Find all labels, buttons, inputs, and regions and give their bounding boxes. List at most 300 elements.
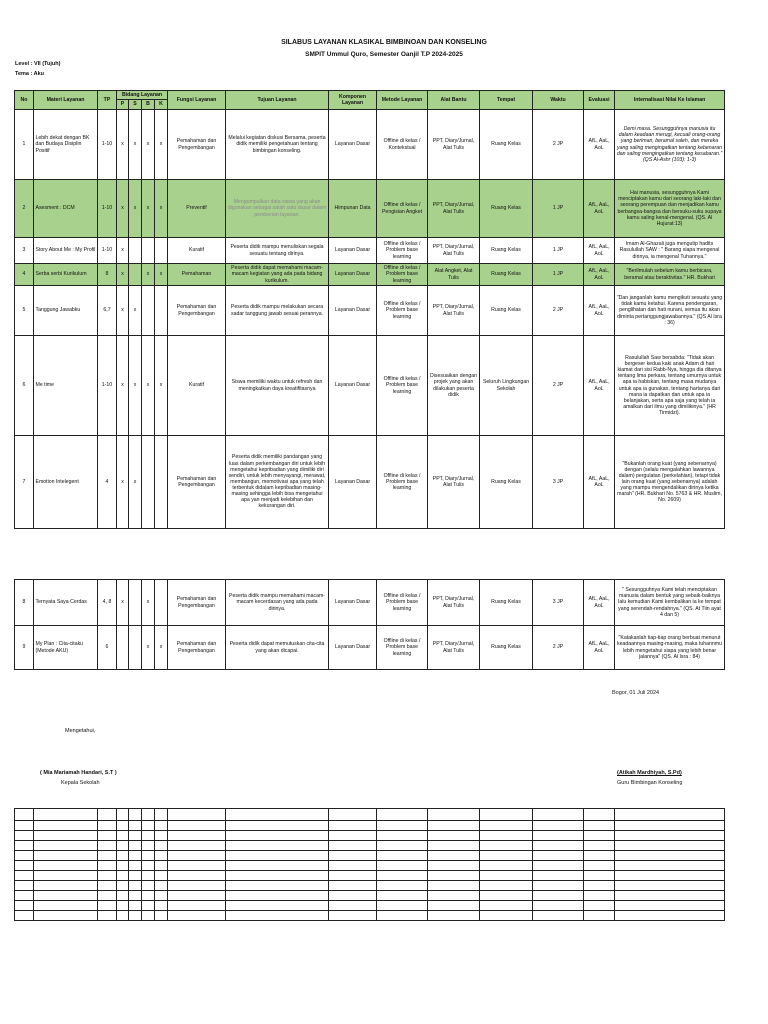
blank-cell (15, 809, 34, 821)
header-bidang: Bidang Layanan (117, 91, 168, 100)
cell-tp: 6,7 (98, 286, 117, 336)
blank-cell (117, 911, 129, 921)
cell-tujuan: Melalui kegiatan diskusi Bersama, peserta didik memiliki pengetahuan tentang bimbingan konseling. (226, 110, 329, 180)
blank-cell (615, 841, 725, 851)
blank-cell (155, 809, 168, 821)
blank-cell (34, 831, 98, 841)
header-tujuan: Tujuan Layanan (226, 91, 329, 110)
blank-cell (615, 911, 725, 921)
blank-cell (168, 881, 226, 891)
cell-metode: Offline di kelas / Pengisian Angket (377, 180, 428, 238)
cell-fungsi: Pemahaman dan Pengembangan (168, 626, 226, 670)
cell-no: 4 (15, 264, 34, 286)
blank-cell (533, 851, 584, 861)
blank-cell (480, 841, 533, 851)
blank-cell (168, 851, 226, 861)
cell-komponen: Layanan Dasar (329, 264, 377, 286)
blank-cell (15, 911, 34, 921)
cell-s (129, 580, 142, 626)
blank-cell (615, 901, 725, 911)
cell-tujuan: Peserta didik dapat memutuskan cita-cita yang akan dicapai. (226, 626, 329, 670)
blank-cell (584, 881, 615, 891)
cell-p: x (117, 180, 129, 238)
cell-s: x (129, 336, 142, 436)
cell-metode: Offline di kelas / Problem base learning (377, 238, 428, 264)
document-title: SILABUS LAYANAN KLASIKAL BIMBINOAN DAN KONSELING (281, 39, 487, 46)
cell-alat: PPT, Diary/Jurnal, Alat Tulis (428, 626, 480, 670)
blank-cell (584, 901, 615, 911)
blank-cell (428, 871, 480, 881)
header-k: K (155, 100, 168, 110)
blank-cell (117, 821, 129, 831)
blank-cell (480, 809, 533, 821)
cell-tp: 1-10 (98, 180, 117, 238)
header-tempat: Tempat (480, 91, 533, 110)
syllabus-table (14, 90, 725, 529)
cell-no: 3 (15, 238, 34, 264)
blank-cell (533, 841, 584, 851)
cell-tujuan: Peserta didik memiliki pandangan yang luas dalam perkembangan diri untuk lebih mengetahui kepribadian yang dimiliki diri sendiri, untuk lebih menyayangi, merawat, membangun, memotivasi apa yang telah terbentuk didalam kepribadian masing-masing sehingga lebih bisa mengetahui apa yan menjadi kelebihan dan kekurangan diri. (226, 436, 329, 529)
table-row (15, 580, 725, 626)
cell-fungsi: Pemahaman (168, 264, 226, 286)
header-waktu: Waktu (533, 91, 584, 110)
blank-cell (377, 851, 428, 861)
blank-cell (377, 841, 428, 851)
blank-cell (168, 871, 226, 881)
blank-cell (98, 871, 117, 881)
blank-cell (34, 871, 98, 881)
cell-fungsi: Pemahaman dan Pengembangan (168, 436, 226, 529)
cell-metode: Offline di kelas / Problem base learning (377, 626, 428, 670)
cell-fungsi: Kuratif (168, 238, 226, 264)
cell-k (155, 286, 168, 336)
cell-metode: Offline di kelas / Problem base learning (377, 286, 428, 336)
cell-k: x (155, 264, 168, 286)
blank-cell (480, 831, 533, 841)
blank-cell (15, 841, 34, 851)
table-row (15, 238, 725, 264)
blank-cell (129, 901, 142, 911)
cell-tempat: Ruang Kelas (480, 264, 533, 286)
cell-fungsi: Pemahaman dan Pengembangan (168, 286, 226, 336)
cell-k (155, 238, 168, 264)
blank-cell (98, 891, 117, 901)
cell-evaluasi: AfL, AaL, AoL (584, 336, 615, 436)
cell-k (155, 436, 168, 529)
cell-b: x (142, 180, 155, 238)
blank-cell (34, 881, 98, 891)
blank-cell (480, 911, 533, 921)
blank-cell (117, 861, 129, 871)
cell-tempat: Ruang Kelas (480, 180, 533, 238)
blank-cell (615, 891, 725, 901)
blank-cell (428, 831, 480, 841)
blank-cell (377, 911, 428, 921)
blank-cell (377, 881, 428, 891)
cell-waktu: 1 JP (533, 238, 584, 264)
syllabus-table-continued (14, 579, 725, 670)
blank-cell (377, 809, 428, 821)
cell-s (129, 626, 142, 670)
blank-cell (480, 871, 533, 881)
cell-fungsi: Pemahaman dan Pengembangan (168, 110, 226, 180)
blank-cell (15, 821, 34, 831)
cell-waktu: 3 JP (533, 580, 584, 626)
blank-cell (584, 871, 615, 881)
table-row (15, 436, 725, 529)
cell-metode: Offline di kelas / Problem base learning (377, 580, 428, 626)
cell-nilai: "Bukanlah orang kuat (yang sebenarnya) dengan (selalu mengalahkan lawannya dalam) pergulatan (perkelahian), tetapi tidak lain orang kuat (yang sebenarnya) adalah yang mampu mengendalikan dirinya ketika marah" (HR. Bukhari No. 5763 & HR. Muslim, No. 2609) (615, 436, 725, 529)
cell-materi: Ternyata Saya Cerdas (34, 580, 98, 626)
cell-evaluasi: AfL, AaL, AoL (584, 264, 615, 286)
blank-cell (168, 911, 226, 921)
table-row (15, 180, 725, 238)
cell-metode: Offline di kelas / Problem base learning (377, 436, 428, 529)
cell-alat: Alat Angket, Alat Tulis (428, 264, 480, 286)
blank-cell (34, 901, 98, 911)
blank-cell (329, 861, 377, 871)
blank-cell (428, 901, 480, 911)
cell-alat: PPT, Diary/Jurnal, Alat Tulis (428, 180, 480, 238)
header-alat: Alat Bantu (428, 91, 480, 110)
cell-komponen: Himpunan Data (329, 180, 377, 238)
blank-cell (329, 831, 377, 841)
blank-cell (377, 821, 428, 831)
cell-fungsi: Pemahaman dan Pengembangan (168, 580, 226, 626)
blank-cell (117, 831, 129, 841)
cell-tempat: Ruang Kelas (480, 626, 533, 670)
blank-cell (480, 881, 533, 891)
cell-tujuan: Peserta didik dapat memahami macam-macam kegiatan yang ada pada bidang kurikulum. (226, 264, 329, 286)
blank-row (15, 871, 725, 881)
blank-cell (480, 851, 533, 861)
blank-cell (428, 851, 480, 861)
blank-cell (584, 841, 615, 851)
blank-row (15, 901, 725, 911)
cell-evaluasi: AfL, AaL, AoL (584, 110, 615, 180)
blank-cell (155, 861, 168, 871)
cell-komponen: Layanan Dasar (329, 580, 377, 626)
blank-cell (226, 821, 329, 831)
cell-komponen: Layanan Dasar (329, 626, 377, 670)
header-metode: Metode Layanan (377, 91, 428, 110)
blank-cell (155, 831, 168, 841)
blank-cell (615, 861, 725, 871)
cell-k (155, 580, 168, 626)
cell-p: x (117, 238, 129, 264)
cell-tp: 1-10 (98, 336, 117, 436)
cell-metode: Offline di kelas / Kontekstual (377, 110, 428, 180)
cell-p: x (117, 264, 129, 286)
cell-no: 5 (15, 286, 34, 336)
cell-nilai: Imam Al-Ghazali juga mengutip hadits Rasulullah SAW : " Barang siapa mengenal dirinya, ia mengenal Tuhannya." (615, 238, 725, 264)
cell-b: x (142, 110, 155, 180)
blank-cell (533, 891, 584, 901)
cell-s: x (129, 180, 142, 238)
blank-cell (168, 901, 226, 911)
cell-nilai: Rasulullah Saw bersabda: "Tidak akan bergeser kedua kaki anak Adam di hari kiamat dari sisi Rabb-Nya, hingga dia ditanya tentang lima perkara, tentang umurnya untuk apa ia habiskan, tentang masa mudanya untuk apa ia gunakan, tentang hartanya dari mana ia dapatkan dan untuk apa ia belanjakan, serta apa saja yang telah ia amalkan dari ilmu yang dimilikinya." (HR Tirmidzi). (615, 336, 725, 436)
cell-komponen: Layanan Dasar (329, 436, 377, 529)
blank-cell (168, 809, 226, 821)
blank-cell (142, 861, 155, 871)
principal-name: ( Mia Mariamah Handari, S.T ) (40, 770, 117, 776)
blank-row (15, 841, 725, 851)
blank-cell (428, 881, 480, 891)
cell-p: x (117, 336, 129, 436)
blank-cell (34, 891, 98, 901)
blank-cell (142, 871, 155, 881)
cell-k: x (155, 180, 168, 238)
blank-cell (155, 891, 168, 901)
blank-cell (34, 851, 98, 861)
cell-s: x (129, 286, 142, 336)
blank-cell (226, 851, 329, 861)
cell-komponen: Layanan Dasar (329, 336, 377, 436)
cell-evaluasi: AfL, AaL, AoL (584, 286, 615, 336)
cell-tempat: Ruang Kelas (480, 580, 533, 626)
cell-tempat: Ruang Kelas (480, 436, 533, 529)
cell-komponen: Layanan Dasar (329, 110, 377, 180)
blank-cell (584, 891, 615, 901)
blank-cell (377, 891, 428, 901)
cell-tujuan: Peserta didik mampu memahami macam-macam kecerdasan yang ada pada dirinya. (226, 580, 329, 626)
blank-cell (480, 901, 533, 911)
blank-cell (584, 861, 615, 871)
blank-cell (329, 821, 377, 831)
header-nilai: Internalisasi Nilai Ke Islaman (615, 91, 725, 110)
blank-cell (98, 809, 117, 821)
blank-row (15, 821, 725, 831)
blank-cell (117, 809, 129, 821)
blank-cell (98, 841, 117, 851)
blank-cell (34, 911, 98, 921)
blank-cell (168, 821, 226, 831)
blank-cell (15, 891, 34, 901)
level-label: Level : VII (Tujuh) (15, 61, 61, 67)
signature-date: Bogor, 01 Juli 2024 (612, 690, 660, 696)
blank-cell (129, 871, 142, 881)
blank-cell (142, 911, 155, 921)
blank-cell (129, 831, 142, 841)
blank-cell (329, 881, 377, 891)
cell-b (142, 286, 155, 336)
blank-cell (329, 851, 377, 861)
blank-cell (533, 871, 584, 881)
blank-cell (480, 891, 533, 901)
cell-tp: 4, 8 (98, 580, 117, 626)
blank-cell (129, 911, 142, 921)
blank-cell (142, 851, 155, 861)
cell-p: x (117, 436, 129, 529)
blank-cell (142, 809, 155, 821)
blank-cell (226, 911, 329, 921)
table-row (15, 286, 725, 336)
cell-no: 1 (15, 110, 34, 180)
cell-materi: Tanggung Jawabku (34, 286, 98, 336)
header-tp: TP (98, 91, 117, 110)
blank-cell (480, 861, 533, 871)
blank-row (15, 911, 725, 921)
header-s: S (129, 100, 142, 110)
cell-evaluasi: AfL, AaL, AoL (584, 626, 615, 670)
cell-fungsi: Preventif (168, 180, 226, 238)
cell-materi: Story About Me : My Profil (34, 238, 98, 264)
blank-cell (428, 809, 480, 821)
cell-alat: PPT, Diary/Jurnal, Alat Tulis (428, 580, 480, 626)
blank-cell (615, 881, 725, 891)
blank-cell (226, 881, 329, 891)
blank-cell (533, 911, 584, 921)
blank-cell (142, 821, 155, 831)
blank-cell (129, 891, 142, 901)
cell-b (142, 238, 155, 264)
cell-nilai: "Katakanlah tiap-tiap orang berbuat menurut keadaannya masing-masing, maka tuhannmu lebih mengetahui siapa yang lebih benar jalannya" (QS. Al Isra : 84) (615, 626, 725, 670)
blank-cell (533, 881, 584, 891)
blank-cell (329, 841, 377, 851)
blank-cell (98, 821, 117, 831)
blank-cell (129, 861, 142, 871)
cell-alat: PPT, Diary/Jurnal, Alat Tulis (428, 286, 480, 336)
blank-cell (615, 831, 725, 841)
blank-cell (15, 881, 34, 891)
blank-cell (533, 901, 584, 911)
cell-tujuan: Peserta didik mampu melakukan secara sadar tanggung jawab sesuai perannya. (226, 286, 329, 336)
blank-cell (15, 861, 34, 871)
blank-cell (117, 871, 129, 881)
blank-cell (98, 851, 117, 861)
blank-cell (117, 881, 129, 891)
cell-tp: 4 (98, 436, 117, 529)
blank-cell (129, 821, 142, 831)
blank-cell (428, 891, 480, 901)
blank-row (15, 881, 725, 891)
cell-komponen: Layanan Dasar (329, 238, 377, 264)
blank-cell (129, 881, 142, 891)
cell-tujuan: Mengumpulkan data siswa yang akan digunakan sebagai salah satu dasar dalam pemberian layanan. (226, 180, 329, 238)
cell-evaluasi: AfL, AaL, AoL (584, 238, 615, 264)
table-row (15, 336, 725, 436)
blank-cell (428, 841, 480, 851)
blank-cell (226, 871, 329, 881)
blank-cell (155, 841, 168, 851)
blank-cell (34, 821, 98, 831)
blank-cell (34, 861, 98, 871)
cell-alat: PPT, Diary/Jurnal, Alat Tulis (428, 436, 480, 529)
cell-tempat: Ruang Kelas (480, 110, 533, 180)
cell-waktu: 2 JP (533, 336, 584, 436)
table-row (15, 626, 725, 670)
blank-cell (142, 841, 155, 851)
table-row (15, 110, 725, 180)
blank-cell (584, 809, 615, 821)
blank-cell (584, 831, 615, 841)
header-komponen: Komponen Layanan (329, 91, 377, 110)
cell-b: x (142, 580, 155, 626)
blank-cell (34, 809, 98, 821)
cell-waktu: 1 JP (533, 180, 584, 238)
blank-cell (98, 881, 117, 891)
header-fungsi: Fungsi Layanan (168, 91, 226, 110)
blank-cell (533, 809, 584, 821)
blank-cell (155, 911, 168, 921)
cell-p: x (117, 580, 129, 626)
blank-cell (584, 821, 615, 831)
blank-cell (155, 881, 168, 891)
cell-nilai: "Dan janganlah kamu mengikuti sesuatu yang tidak kamu ketahui. Karena pendengaran, penglihatan dan hati nurani, semua itu akan diminta pertanggungjawabannya." (QS Al Isra : 36) (615, 286, 725, 336)
cell-tp: 1-10 (98, 110, 117, 180)
cell-waktu: 3 JP (533, 436, 584, 529)
blank-cell (142, 831, 155, 841)
blank-row (15, 861, 725, 871)
blank-cell (226, 861, 329, 871)
cell-p: x (117, 110, 129, 180)
cell-k: x (155, 110, 168, 180)
blank-cell (377, 871, 428, 881)
blank-cell (142, 891, 155, 901)
cell-no: 7 (15, 436, 34, 529)
cell-nilai: " Sesungguhnya Kami telah menciptakan manusia dalam bentuk yang sebaik-baiknya lalu kemudian Kami kembalikan ia ke tempat yang serendah-rendahnya." (QS. At Tiin ayat 4 dan 5) (615, 580, 725, 626)
blank-cell (226, 891, 329, 901)
blank-cell (98, 831, 117, 841)
cell-tempat: Ruang Kelas (480, 286, 533, 336)
cell-nilai: Hai manusia, sesungguhnya Kami menciptakan kamu dari seorang laki-laki dan seorang perempuan dan menjadikan kamu berbangsa-bangsa dan bersuku-suku supaya kamu saling kenal-mengenal. (QS. Al Hujurat:13) (615, 180, 725, 238)
cell-metode: Offline di kelas / Problem base learning (377, 336, 428, 436)
blank-cell (129, 809, 142, 821)
cell-b (142, 436, 155, 529)
cell-materi: Serba serbi Kurikulum (34, 264, 98, 286)
counselor-name: (Atikah Mardhiyah, S.Pd) (617, 770, 682, 776)
blank-cell (615, 871, 725, 881)
cell-alat: PPT, Diary/Jurnal, Alat Tulis (428, 238, 480, 264)
blank-cell (428, 861, 480, 871)
cell-b: x (142, 626, 155, 670)
principal-role: Kepala Sekolah (61, 780, 100, 786)
blank-cell (377, 831, 428, 841)
cell-materi: Lebih dekat dengan BK dan Budaya Disiplin Positif (34, 110, 98, 180)
cell-b: x (142, 264, 155, 286)
header-evaluasi: Evaluasi (584, 91, 615, 110)
cell-komponen: Layanan Dasar (329, 286, 377, 336)
blank-cell (329, 871, 377, 881)
blank-cell (98, 861, 117, 871)
header-materi: Materi Layanan (34, 91, 98, 110)
blank-cell (15, 831, 34, 841)
blank-cell (584, 911, 615, 921)
blank-cell (226, 841, 329, 851)
blank-cell (584, 851, 615, 861)
cell-no: 9 (15, 626, 34, 670)
cell-tp: 6 (98, 626, 117, 670)
blank-row (15, 809, 725, 821)
blank-row (15, 851, 725, 861)
blank-cell (226, 901, 329, 911)
blank-cell (533, 861, 584, 871)
cell-no: 8 (15, 580, 34, 626)
cell-nilai: "Berilmulah sebelum kamu berbicara, beramal atau beraktivitas." HR. Bukhari (615, 264, 725, 286)
blank-cell (129, 841, 142, 851)
blank-cell (329, 891, 377, 901)
cell-materi: Emotion Intelegent (34, 436, 98, 529)
cell-tempat: Ruang Kelas (480, 238, 533, 264)
table-row (15, 264, 725, 286)
blank-cell (533, 831, 584, 841)
blank-cell (615, 851, 725, 861)
blank-row (15, 831, 725, 841)
cell-nilai: Demi masa. Sesungguhnya manusia itu dalam keadaan merugi, kecuali orang-orang yang beriman, beramal saleh, dan mereka yang saling mengingatkan tentang kebenaran dan saling mengingatkan tentang kesabaran." (QS Al-Ashr (103): 1-3) (615, 110, 725, 180)
cell-evaluasi: AfL, AaL, AoL (584, 180, 615, 238)
cell-waktu: 2 JP (533, 110, 584, 180)
blank-cell (615, 821, 725, 831)
